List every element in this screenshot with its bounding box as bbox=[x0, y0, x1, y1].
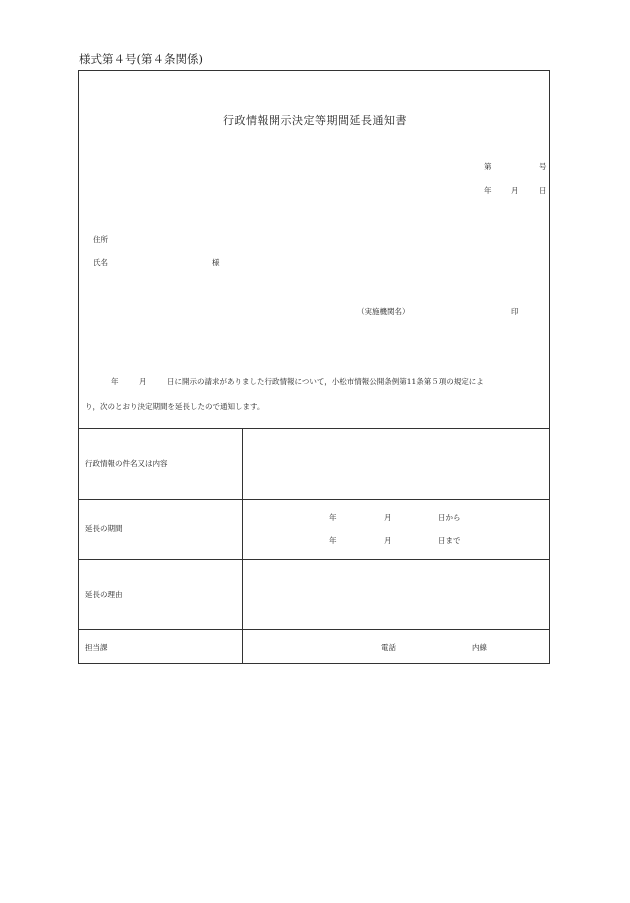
period-from-month: 月 bbox=[384, 513, 392, 522]
reason-label: 延長の理由 bbox=[85, 590, 123, 599]
body-year: 年 bbox=[111, 377, 119, 386]
period-from-day: 日から bbox=[438, 513, 461, 522]
extension-label: 内線 bbox=[472, 643, 487, 652]
doc-number-prefix: 第 bbox=[484, 162, 492, 171]
body-text-line1: 日に開示の請求がありました行政情報について，小松市情報公開条例第11条第５項の規定によ bbox=[167, 377, 484, 386]
date-month: 月 bbox=[511, 186, 519, 195]
doc-number-suffix: 号 bbox=[539, 162, 547, 171]
period-to-year: 年 bbox=[329, 536, 337, 545]
name-label: 氏名 bbox=[93, 258, 108, 267]
form-number: 様式第４号(第４条関係) bbox=[79, 52, 203, 66]
period-to-month: 月 bbox=[384, 536, 392, 545]
row-divider bbox=[79, 559, 549, 560]
document-title: 行政情報開示決定等期間延長通知書 bbox=[223, 114, 407, 127]
subject-label: 行政情報の件名又は内容 bbox=[85, 459, 168, 468]
column-divider bbox=[242, 428, 243, 664]
notice-form bbox=[78, 70, 550, 664]
phone-label: 電話 bbox=[381, 643, 396, 652]
period-from-year: 年 bbox=[329, 513, 337, 522]
row-divider bbox=[79, 499, 549, 500]
department-label: 担当課 bbox=[85, 643, 108, 652]
date-year: 年 bbox=[484, 186, 492, 195]
body-month: 月 bbox=[139, 377, 147, 386]
date-day: 日 bbox=[539, 186, 547, 195]
honorific: 様 bbox=[212, 258, 220, 267]
table-top-border bbox=[79, 428, 549, 429]
period-label: 延長の期間 bbox=[85, 524, 123, 533]
address-label: 住所 bbox=[93, 235, 108, 244]
period-to-day: 日まで bbox=[438, 536, 461, 545]
agency-label: （実施機関名） bbox=[357, 307, 410, 316]
body-text-line2: り，次のとおり決定期間を延長したので通知します。 bbox=[85, 402, 265, 411]
row-divider bbox=[79, 629, 549, 630]
seal-mark: 印 bbox=[511, 307, 519, 316]
